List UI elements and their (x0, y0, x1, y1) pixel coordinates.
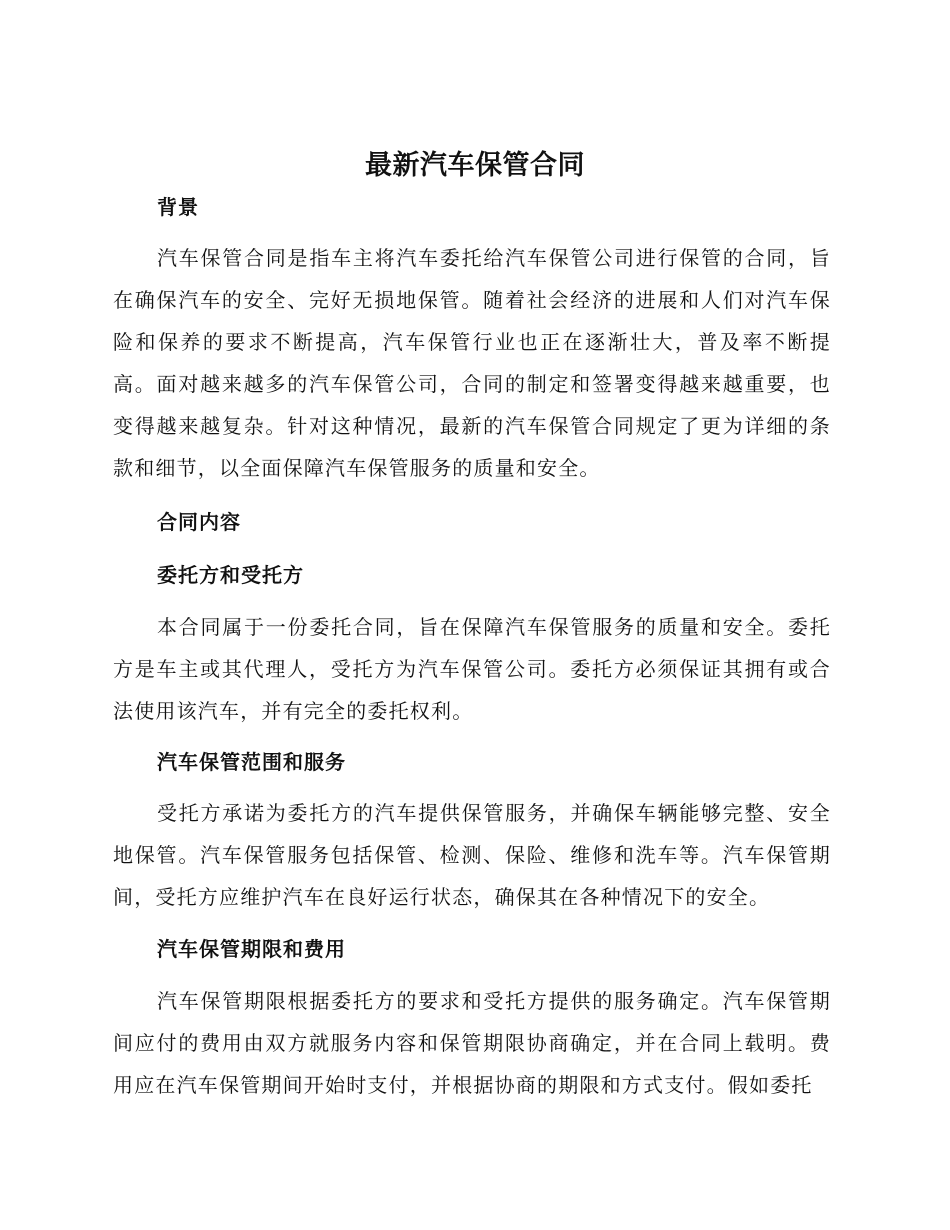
section-paragraph-parties: 本合同属于一份委托合同，旨在保障汽车保管服务的质量和安全。委托方是车主或其代理人，受托方为汽车保管公司。委托方必须保证其拥有或合法使用该汽车，并有完全的委托权利。 (113, 615, 831, 723)
section-heading-background: 背景 (157, 195, 199, 219)
section-heading-scope-services: 汽车保管范围和服务 (157, 750, 346, 774)
section-paragraph-term-fees: 汽车保管期限根据委托方的要求和受托方提供的服务确定。汽车保管期间应付的费用由双方就服务内容和保管期限协商确定，并在合同上载明。费用应在汽车保管期间开始时支付，并根据协商的期限和方式支付。假如委托 (113, 989, 831, 1097)
section-paragraph-scope-services: 受托方承诺为委托方的汽车提供保管服务，并确保车辆能够完整、安全地保管。汽车保管服务包括保管、检测、保险、维修和洗车等。汽车保管期间，受托方应维护汽车在良好运行状态，确保其在各种情况下的安全。 (113, 801, 831, 909)
section-paragraph-background: 汽车保管合同是指车主将汽车委托给汽车保管公司进行保管的合同，旨在确保汽车的安全、完好无损地保管。随着社会经济的进展和人们对汽车保险和保养的要求不断提高，汽车保管行业也正在逐渐壮大，普及率不断提高。面对越来越多的汽车保管公司，合同的制定和签署变得越来越重要，也变得越来越复杂。针对这种情况，最新的汽车保管合同规定了更为详细的条款和细节，以全面保障汽车保管服务的质量和安全。 (113, 246, 831, 480)
section-heading-parties: 委托方和受托方 (157, 563, 304, 587)
section-heading-term-fees: 汽车保管期限和费用 (157, 937, 346, 961)
section-heading-contract-content: 合同内容 (157, 510, 241, 534)
document-title: 最新汽车保管合同 (365, 150, 585, 181)
